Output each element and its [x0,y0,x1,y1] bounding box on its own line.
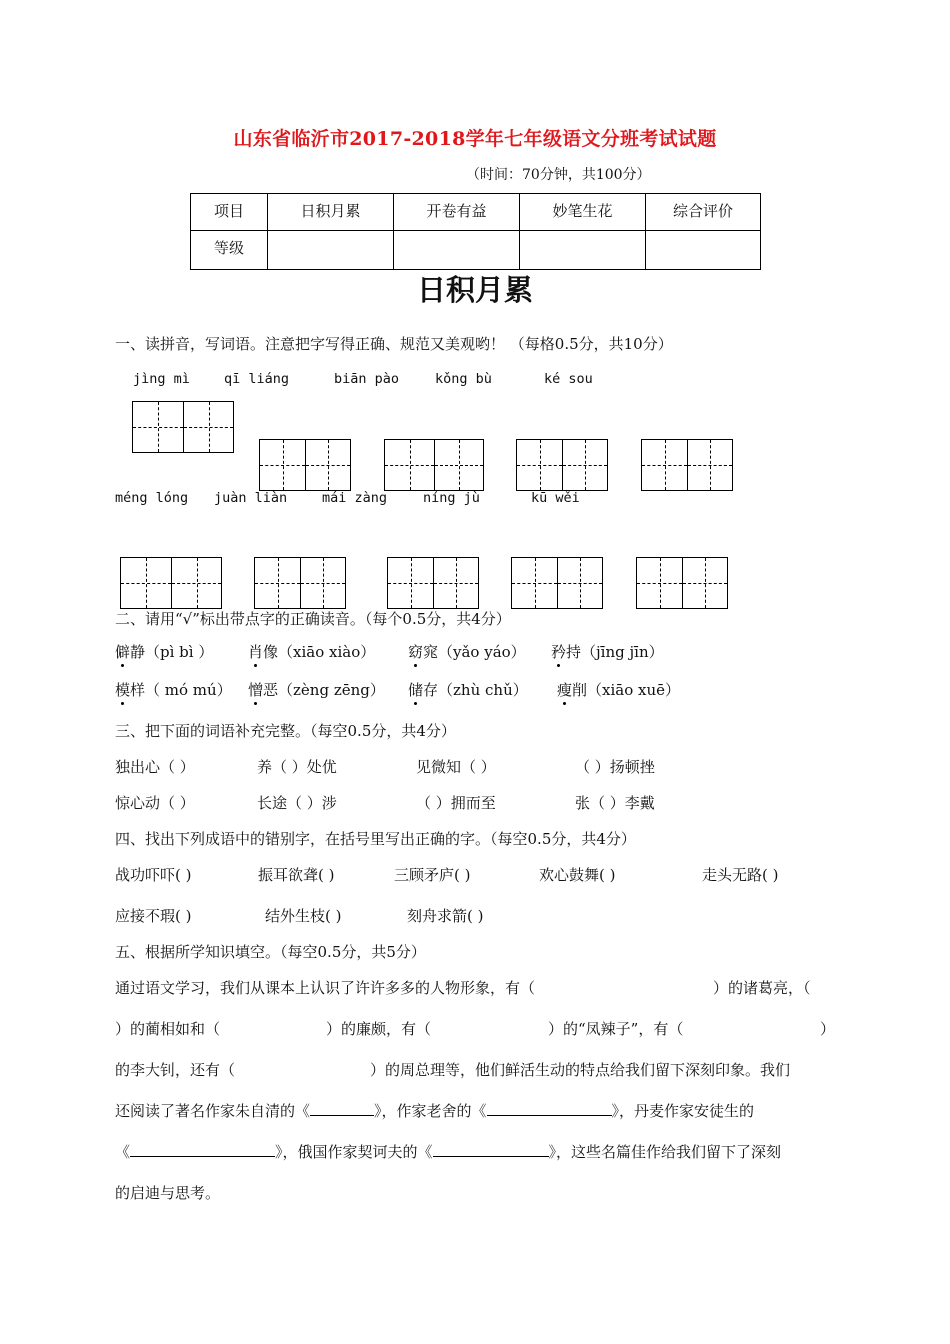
pinyin-label: jìng mì [133,371,190,387]
page-title: 山东省临沂市2017-2018学年七年级语文分班考试试题 [233,128,717,150]
pinyin-label: kū wěi [531,490,580,506]
pinyin-label: méng lóng [115,490,189,506]
pinyin-label: ké sou [544,371,593,387]
idiom-blank-item: 养（ ）处优 [257,758,337,776]
table-row [191,194,761,231]
idiom-blank-item: 见微知（ ） [416,758,496,776]
writing-grid[interactable] [120,557,222,609]
question-1-heading: 一、读拼音，写词语。注意把字写得正确、规范又美观哟！ （每格0.5分，共10分） [115,335,673,353]
answer-blank[interactable] [487,1102,612,1116]
reading-item: 窈窕（yǎo yáo） [408,643,526,661]
table-header-cell: 开卷有益 [394,194,520,231]
reading-item: 储存（zhù chǔ） [408,681,528,699]
pinyin-label: kǒng bù [435,371,492,387]
typo-item: 三顾矛庐( ) [394,866,471,884]
table-header-cell: 妙笔生花 [520,194,646,231]
writing-grid[interactable] [254,557,346,609]
score-table [190,193,761,270]
reading-item: 憎恶（zèng zēng） [248,681,385,699]
exam-time-note: （时间：70分钟，共100分） [466,167,651,183]
grade-cell[interactable] [646,231,761,270]
typo-item: 战功吓吓( ) [115,866,192,884]
grade-cell[interactable] [394,231,520,270]
typo-item: 刻舟求箭( ) [407,907,484,925]
table-header-cell: 日积月累 [268,194,394,231]
question-4-heading: 四、找出下列成语中的错别字，在括号里写出正确的字。（每空0.5分，共4分） [115,830,636,848]
pinyin-label: níng jù [423,490,480,506]
writing-grid[interactable] [384,439,484,491]
reading-item: 矜持（jīng jīn） [551,643,664,661]
writing-grid[interactable] [516,439,608,491]
table-header-cell: 项目 [191,194,268,231]
idiom-blank-item: 惊心动（ ） [115,794,195,812]
fill-text: 《 》，俄国作家契诃夫的《 》，这些名篇佳作给我们留下了深刻 [115,1143,782,1161]
idiom-blank-item: （ ）拥而至 [416,794,496,812]
question-3-heading: 三、把下面的词语补充完整。（每空0.5分，共4分） [115,722,456,740]
question-5-heading: 五、根据所学知识填空。（每空0.5分，共5分） [115,943,426,961]
fill-text: ）的“凤辣子”，有（ [548,1020,684,1038]
writing-grid[interactable] [636,557,728,609]
pinyin-label: biān pào [334,371,400,387]
pinyin-label: mái zàng [322,490,388,506]
fill-text: ）的诸葛亮，（ [713,979,811,997]
grade-cell[interactable] [268,231,394,270]
answer-blank[interactable] [433,1143,549,1157]
answer-blank[interactable] [130,1143,275,1157]
idiom-blank-item: 张（ ）李戴 [575,794,655,812]
table-header-cell: 综合评价 [646,194,761,231]
fill-text: 还阅读了著名作家朱自清的《 》，作家老舍的《 》，丹麦作家安徒生的 [115,1102,755,1120]
fill-text: ）的廉颇，有（ [326,1020,432,1038]
reading-item: 僻静（pì bì ） [115,643,214,661]
writing-grid[interactable] [387,557,479,609]
pinyin-label: juàn liàn [214,490,288,506]
section-title: 日积月累 [416,273,533,307]
writing-grid[interactable] [511,557,603,609]
idiom-blank-item: 独出心（ ） [115,758,195,776]
reading-item: 瘦削（xiāo xuē） [557,681,681,699]
grade-cell[interactable] [520,231,646,270]
fill-text: ）的周总理等，他们鲜活生动的特点给我们留下深刻印象。我们 [370,1061,791,1079]
question-2-heading: 二、请用“√”标出带点字的正确读音。（每个0.5分，共4分） [115,610,511,628]
typo-item: 结外生枝( ) [265,907,342,925]
writing-grid[interactable] [259,439,351,491]
fill-text: 的启迪与思考。 [115,1184,221,1202]
typo-item: 振耳欲聋( ) [258,866,335,884]
fill-text: 的李大钊，还有（ [115,1061,236,1079]
fill-text: 通过语文学习，我们从课本上认识了许许多多的人物形象，有（ [115,979,536,997]
typo-item: 应接不瑕( ) [115,907,192,925]
idiom-blank-item: 长途（ ）涉 [257,794,337,812]
writing-grid[interactable] [641,439,733,491]
answer-blank[interactable] [310,1102,374,1116]
reading-item: 模样（ mó mú） [115,681,232,699]
typo-item: 走头无路( ) [702,866,779,884]
table-row-label: 等级 [191,231,268,270]
pinyin-label: qī liáng [224,371,290,387]
fill-text: ）的蔺相如和（ [115,1020,221,1038]
table-row [191,231,761,270]
reading-item: 肖像（xiāo xiào） [248,643,376,661]
writing-grid[interactable] [132,401,234,453]
typo-item: 欢心鼓舞( ) [539,866,616,884]
idiom-blank-item: （ ）扬顿挫 [575,758,655,776]
fill-text: ） [820,1020,836,1038]
